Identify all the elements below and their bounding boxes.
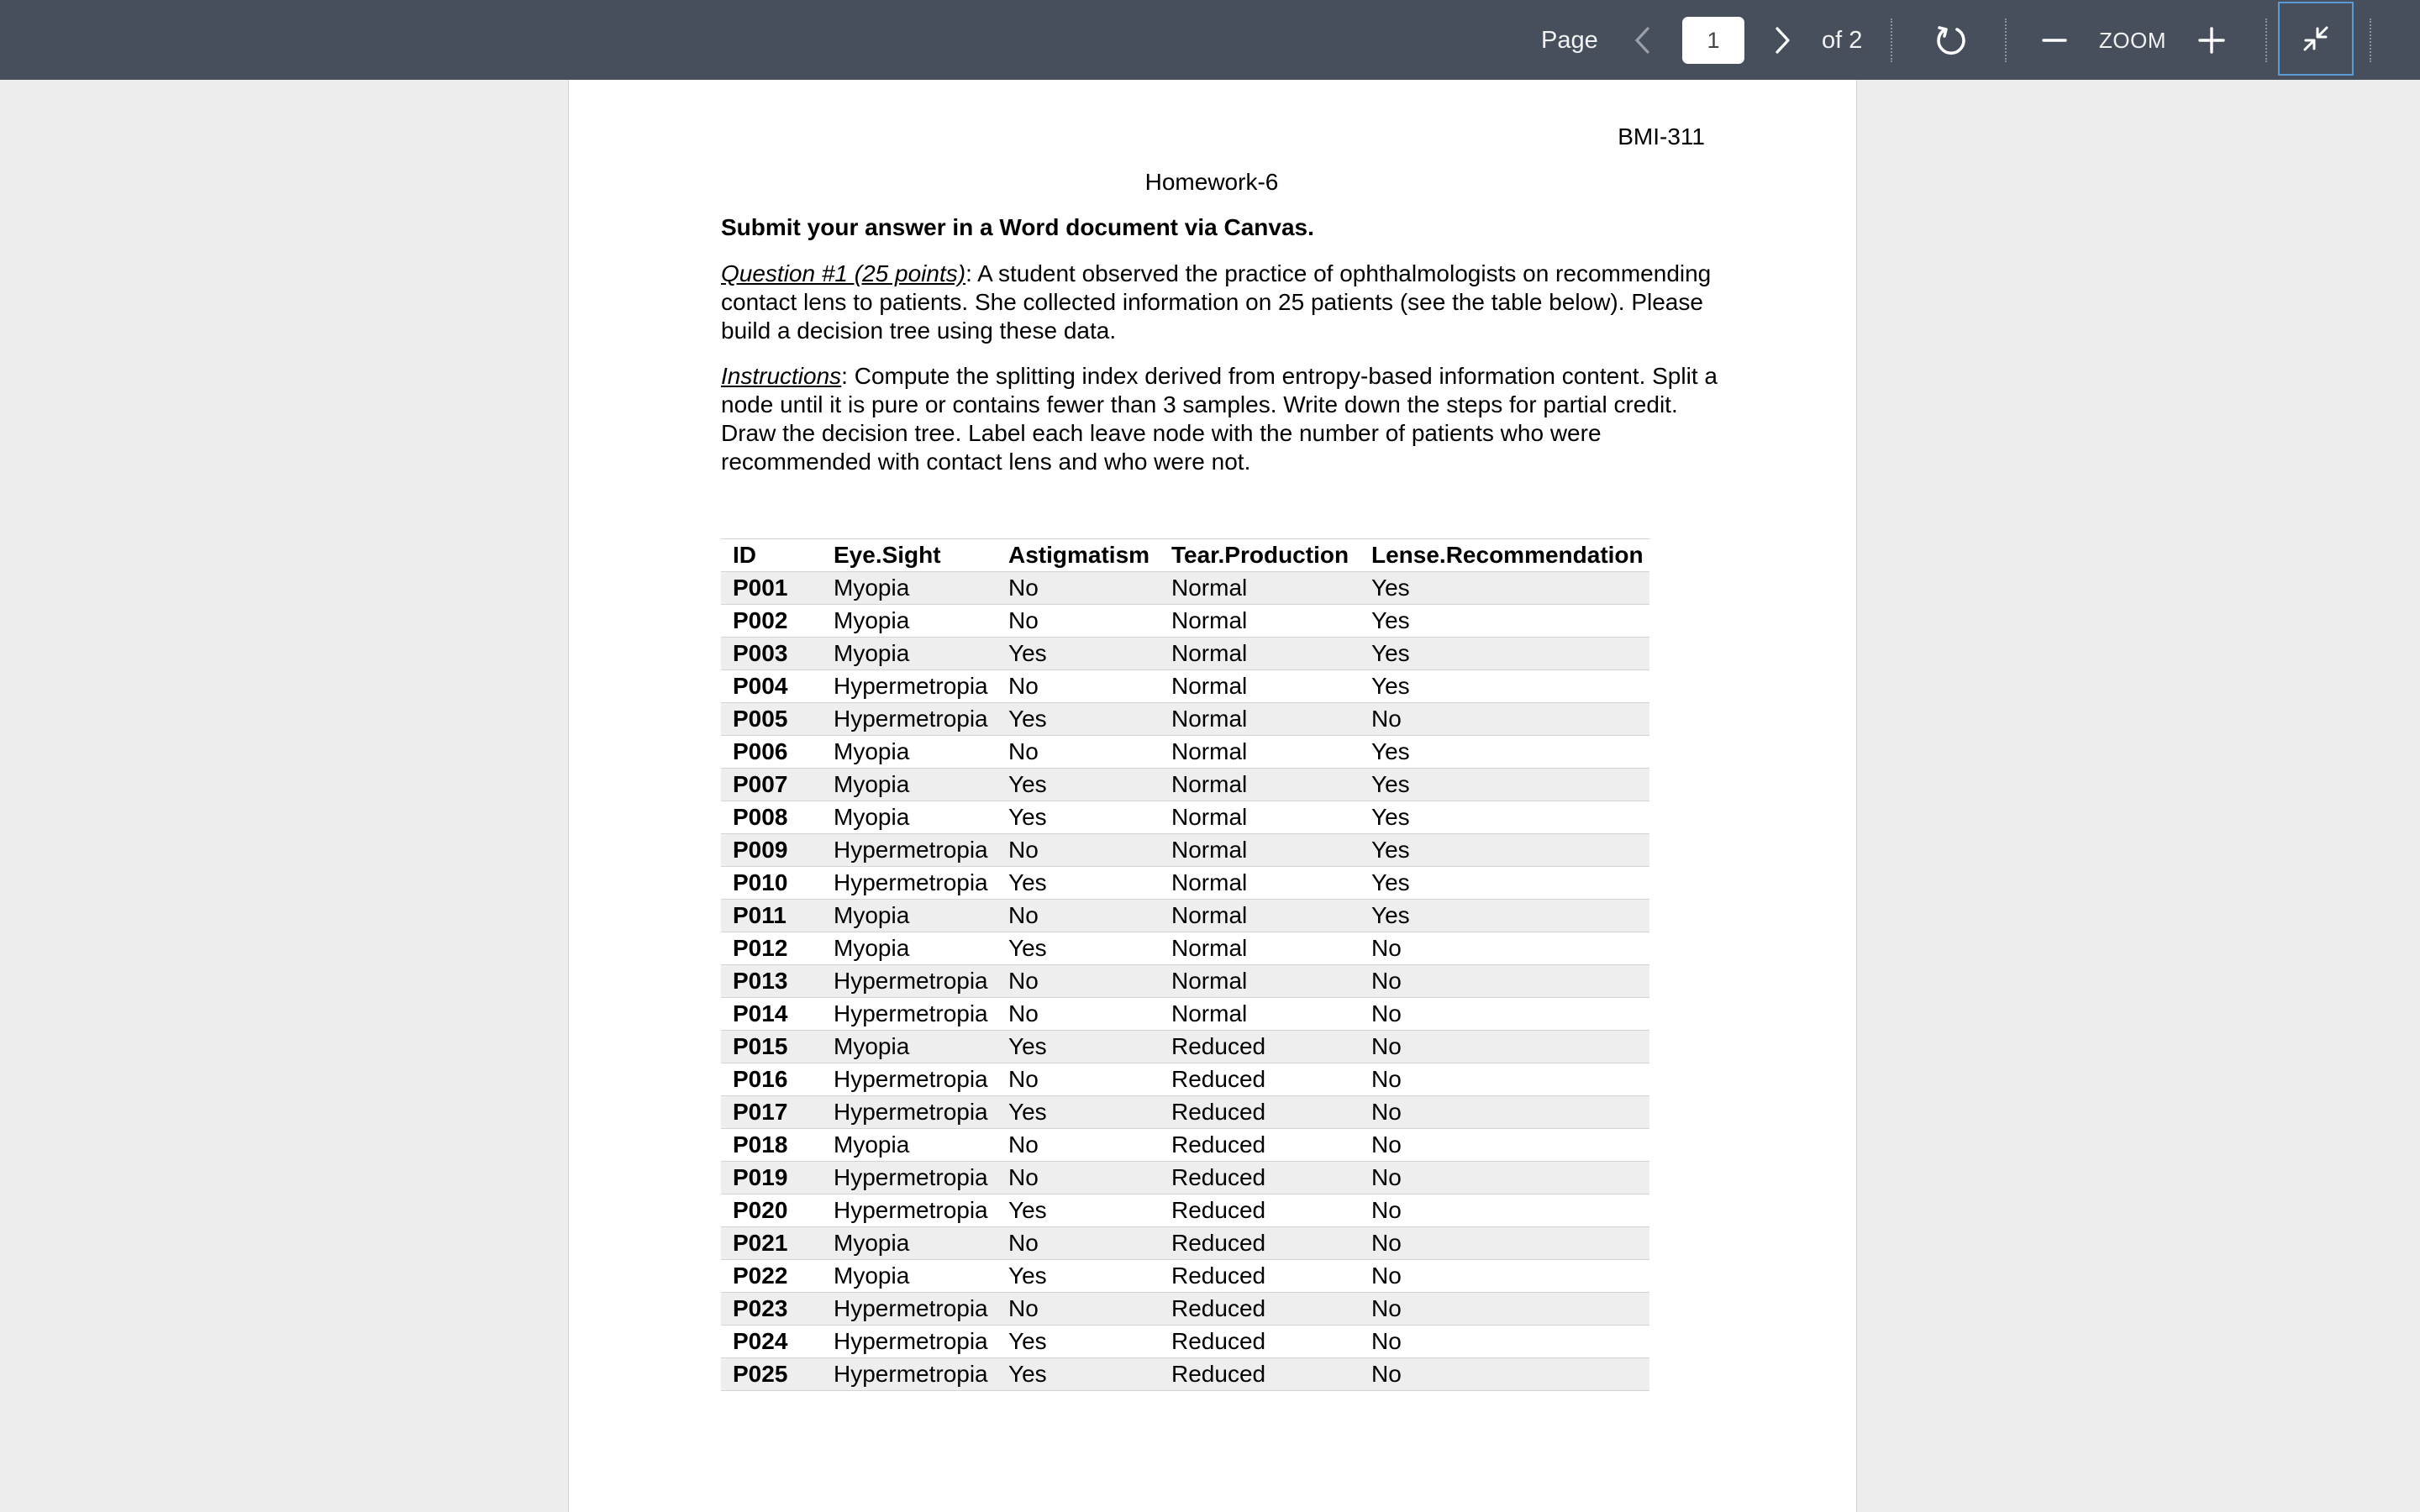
table-cell: Hypermetropia [822, 998, 997, 1031]
previous-page-button[interactable] [1622, 15, 1664, 66]
table-cell: Yes [997, 769, 1160, 801]
chevron-right-icon [1772, 25, 1792, 55]
table-row [721, 1194, 1649, 1227]
table-cell: Normal [1160, 703, 1360, 736]
table-cell: Yes [997, 703, 1160, 736]
patient-id-cell: P025 [721, 1358, 822, 1391]
table-cell: Normal [1160, 998, 1360, 1031]
table-cell: No [1360, 1326, 1649, 1358]
patient-id-cell: P016 [721, 1063, 822, 1096]
table-cell: Yes [997, 867, 1160, 900]
table-row [721, 1260, 1649, 1293]
table-cell: Hypermetropia [822, 1358, 997, 1391]
table-cell: No [1360, 1227, 1649, 1260]
table-cell: Myopia [822, 605, 997, 638]
document-page [568, 80, 1857, 1512]
patient-id-cell: P015 [721, 1031, 822, 1063]
exit-fullscreen-button[interactable] [2278, 2, 2354, 76]
table-cell: No [1360, 1358, 1649, 1391]
table-cell: Yes [997, 1194, 1160, 1227]
table-cell: Reduced [1160, 1260, 1360, 1293]
patient-id-cell: P011 [721, 900, 822, 932]
table-row [721, 1129, 1649, 1162]
patient-id-cell: P019 [721, 1162, 822, 1194]
rotate-button[interactable] [1926, 15, 1976, 66]
patient-id-cell: P006 [721, 736, 822, 769]
table-cell: No [997, 965, 1160, 998]
table-row [721, 932, 1649, 965]
patient-id-cell: P023 [721, 1293, 822, 1326]
patient-id-cell: P010 [721, 867, 822, 900]
table-cell: Reduced [1160, 1162, 1360, 1194]
table-body [721, 572, 1649, 1391]
patient-id-cell: P001 [721, 572, 822, 605]
toolbar-divider [1891, 18, 1892, 62]
table-cell: Normal [1160, 932, 1360, 965]
table-cell: No [997, 998, 1160, 1031]
table-cell: No [1360, 1096, 1649, 1129]
toolbar-divider [2265, 18, 2267, 62]
table-cell: No [997, 670, 1160, 703]
table-cell: Reduced [1160, 1194, 1360, 1227]
table-cell: Myopia [822, 1031, 997, 1063]
patient-id-cell: P012 [721, 932, 822, 965]
table-cell: Reduced [1160, 1326, 1360, 1358]
table-cell: Hypermetropia [822, 703, 997, 736]
patient-id-cell: P024 [721, 1326, 822, 1358]
table-cell: Hypermetropia [822, 1162, 997, 1194]
table-row [721, 998, 1649, 1031]
table-cell: Hypermetropia [822, 867, 997, 900]
zoom-in-button[interactable] [2190, 15, 2233, 66]
table-cell: Yes [997, 1096, 1160, 1129]
table-cell: Hypermetropia [822, 1194, 997, 1227]
table-cell: Yes [1360, 769, 1649, 801]
zoom-label: ZOOM [2099, 27, 2166, 53]
table-cell: Yes [997, 1031, 1160, 1063]
rotate-icon [1933, 22, 1970, 59]
table-cell: Yes [1360, 670, 1649, 703]
table-cell: Yes [1360, 638, 1649, 670]
table-row [721, 605, 1649, 638]
table-cell: Reduced [1160, 1358, 1360, 1391]
table-cell: Hypermetropia [822, 670, 997, 703]
table-cell: Yes [1360, 834, 1649, 867]
table-cell: Normal [1160, 834, 1360, 867]
table-cell: No [997, 1129, 1160, 1162]
table-cell: No [1360, 1031, 1649, 1063]
table-cell: Reduced [1160, 1293, 1360, 1326]
table-cell: Reduced [1160, 1096, 1360, 1129]
table-cell: Myopia [822, 900, 997, 932]
table-row [721, 1063, 1649, 1096]
table-cell: Hypermetropia [822, 1063, 997, 1096]
table-cell: Yes [997, 932, 1160, 965]
table-cell: Myopia [822, 769, 997, 801]
table-cell: Yes [997, 1326, 1160, 1358]
table-row [721, 1096, 1649, 1129]
table-row [721, 900, 1649, 932]
column-header: Lense.Recommendation [1360, 539, 1649, 572]
table-cell: No [1360, 1194, 1649, 1227]
patient-id-cell: P005 [721, 703, 822, 736]
table-cell: Normal [1160, 638, 1360, 670]
instructions-text: : Compute the splitting index derived from entropy-based information content. Split a node until it is pure or contains fewer than 3 samples. Write down the steps for partial credit. Draw the decision tree. Label each leave node with the number of patients who were recommended with contact lens and who were not. [721, 363, 1718, 475]
table-cell: Hypermetropia [822, 965, 997, 998]
table-row [721, 1358, 1649, 1391]
column-header: ID [721, 539, 822, 572]
table-cell: No [1360, 1162, 1649, 1194]
table-row [721, 801, 1649, 834]
table-row [721, 1293, 1649, 1326]
table-cell: Yes [997, 1260, 1160, 1293]
column-header: Tear.Production [1160, 539, 1360, 572]
table-cell: No [1360, 1293, 1649, 1326]
table-cell: Normal [1160, 670, 1360, 703]
patient-id-cell: P002 [721, 605, 822, 638]
table-cell: Normal [1160, 965, 1360, 998]
table-row [721, 1031, 1649, 1063]
table-cell: Yes [997, 801, 1160, 834]
minus-icon [2041, 27, 2068, 54]
table-row [721, 670, 1649, 703]
table-cell: No [997, 736, 1160, 769]
table-cell: Myopia [822, 1129, 997, 1162]
table-cell: Normal [1160, 900, 1360, 932]
table-cell: Yes [1360, 867, 1649, 900]
table-cell: Yes [1360, 572, 1649, 605]
patient-id-cell: P009 [721, 834, 822, 867]
course-code: BMI-311 [1618, 123, 1705, 150]
table-row [721, 965, 1649, 998]
table-cell: Reduced [1160, 1129, 1360, 1162]
patient-id-cell: P003 [721, 638, 822, 670]
table-cell: Hypermetropia [822, 1326, 997, 1358]
table-row [721, 834, 1649, 867]
table-cell: Myopia [822, 932, 997, 965]
table-cell: Yes [1360, 801, 1649, 834]
table-row [721, 703, 1649, 736]
table-cell: Hypermetropia [822, 1096, 997, 1129]
column-header: Astigmatism [997, 539, 1160, 572]
page-label: Page [1541, 26, 1598, 54]
table-cell: No [997, 834, 1160, 867]
table-cell: No [997, 1227, 1160, 1260]
table-row [721, 769, 1649, 801]
patient-id-cell: P013 [721, 965, 822, 998]
patient-id-cell: P020 [721, 1194, 822, 1227]
toolbar-divider [2005, 18, 2007, 62]
table-cell: No [1360, 965, 1649, 998]
page-count-label: of 2 [1822, 26, 1863, 54]
column-header: Eye.Sight [822, 539, 997, 572]
patient-id-cell: P018 [721, 1129, 822, 1162]
table-row [721, 572, 1649, 605]
submit-instruction: Submit your answer in a Word document via Canvas. [721, 214, 1314, 240]
next-page-button[interactable] [1761, 15, 1803, 66]
patient-id-cell: P021 [721, 1227, 822, 1260]
question-text: : A student observed the practice of ophthalmologists on recommending contact lens to patients. She collected information on 25 patients (see the table below). Please build a decision tree using these data. [721, 260, 1712, 344]
patient-id-cell: P007 [721, 769, 822, 801]
table-cell: No [997, 1162, 1160, 1194]
instructions-paragraph [721, 362, 1729, 476]
toolbar-divider [2370, 18, 2371, 62]
homework-title: Homework-6 [1144, 169, 1279, 195]
table-cell: No [997, 605, 1160, 638]
table-cell: Reduced [1160, 1031, 1360, 1063]
table-cell: Myopia [822, 736, 997, 769]
table-cell: Reduced [1160, 1227, 1360, 1260]
patient-id-cell: P017 [721, 1096, 822, 1129]
collapse-icon [2299, 22, 2333, 55]
table-cell: Normal [1160, 736, 1360, 769]
question-label: Question #1 (25 points) [721, 260, 966, 286]
patient-id-cell: P022 [721, 1260, 822, 1293]
table-header-row [721, 539, 1649, 572]
table-cell: Normal [1160, 867, 1360, 900]
table-cell: No [1360, 998, 1649, 1031]
table-cell: Myopia [822, 638, 997, 670]
table-cell: Hypermetropia [822, 1293, 997, 1326]
patient-data-table [721, 538, 1649, 1391]
table-cell: No [997, 1063, 1160, 1096]
table-cell: No [997, 900, 1160, 932]
patient-id-cell: P004 [721, 670, 822, 703]
chevron-left-icon [1633, 25, 1653, 55]
table-cell: Hypermetropia [822, 834, 997, 867]
page-number-input[interactable] [1682, 17, 1744, 64]
zoom-out-button[interactable] [2033, 15, 2075, 66]
table-cell: Yes [1360, 900, 1649, 932]
table-row [721, 867, 1649, 900]
table-cell: Yes [1360, 736, 1649, 769]
table-cell: No [1360, 1063, 1649, 1096]
table-row [721, 736, 1649, 769]
table-row [721, 1162, 1649, 1194]
viewer-toolbar [0, 0, 2420, 80]
table-cell: No [1360, 1260, 1649, 1293]
table-cell: Normal [1160, 801, 1360, 834]
table-cell: No [1360, 1129, 1649, 1162]
patient-id-cell: P014 [721, 998, 822, 1031]
table-cell: No [1360, 932, 1649, 965]
patient-id-cell: P008 [721, 801, 822, 834]
table-cell: Myopia [822, 1227, 997, 1260]
table-cell: Yes [997, 1358, 1160, 1391]
table-cell: Yes [1360, 605, 1649, 638]
table-cell: No [997, 1293, 1160, 1326]
table-cell: Normal [1160, 572, 1360, 605]
table-cell: Myopia [822, 572, 997, 605]
table-cell: Normal [1160, 605, 1360, 638]
table-row [721, 1326, 1649, 1358]
table-cell: Myopia [822, 801, 997, 834]
plus-icon [2197, 26, 2226, 55]
question-paragraph [721, 260, 1729, 345]
table-row [721, 638, 1649, 670]
table-cell: Reduced [1160, 1063, 1360, 1096]
table-cell: Myopia [822, 1260, 997, 1293]
table-row [721, 1227, 1649, 1260]
instructions-label: Instructions [721, 363, 842, 389]
table-cell: No [997, 572, 1160, 605]
table-cell: Yes [997, 638, 1160, 670]
table-cell: No [1360, 703, 1649, 736]
table-cell: Normal [1160, 769, 1360, 801]
